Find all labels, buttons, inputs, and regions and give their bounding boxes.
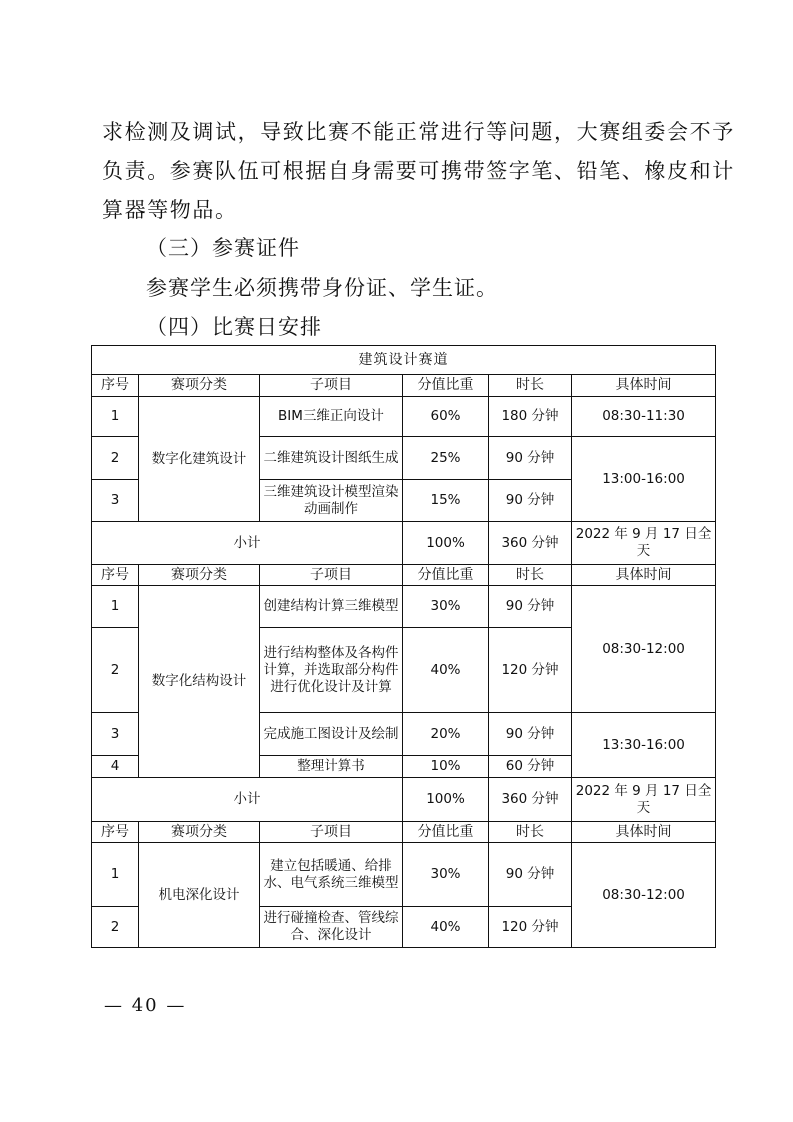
weight-cell: 25%	[403, 437, 489, 480]
paragraph-line: 参赛学生必须携带身份证、学生证。	[146, 276, 498, 300]
row-number: 3	[92, 713, 139, 756]
header-cell: 具体时间	[572, 822, 716, 843]
table-row	[92, 843, 716, 907]
item-cell: 三维建筑设计模型渲染动画制作	[260, 480, 403, 522]
table-row	[92, 586, 716, 628]
section-heading: （四）比赛日安排	[146, 315, 322, 339]
item-cell: 完成施工图设计及绘制	[260, 713, 403, 756]
header-cell: 子项目	[260, 565, 403, 586]
duration-cell: 360 分钟	[489, 522, 572, 565]
item-cell: 整理计算书	[260, 756, 403, 778]
paragraph-line: 算器等物品。	[102, 198, 238, 222]
header-cell: 时长	[489, 375, 572, 397]
item-cell: 进行碰撞检查、管线综合、深化设计	[260, 907, 403, 948]
time-cell: 13:00-16:00	[572, 437, 716, 522]
weight-cell: 30%	[403, 586, 489, 628]
weight-cell: 60%	[403, 397, 489, 437]
header-cell: 分值比重	[403, 565, 489, 586]
weight-cell: 40%	[403, 907, 489, 948]
weight-cell: 100%	[403, 522, 489, 565]
time-cell: 13:30-16:00	[572, 713, 716, 778]
weight-cell: 15%	[403, 480, 489, 522]
duration-cell: 60 分钟	[489, 756, 572, 778]
schedule-table	[91, 345, 716, 948]
duration-cell: 90 分钟	[489, 586, 572, 628]
row-number: 2	[92, 907, 139, 948]
header-cell: 分值比重	[403, 375, 489, 397]
time-cell: 08:30-12:00	[572, 843, 716, 948]
row-number: 1	[92, 397, 139, 437]
time-cell: 08:30-11:30	[572, 397, 716, 437]
category-cell: 机电深化设计	[139, 843, 260, 948]
header-cell: 具体时间	[572, 375, 716, 397]
item-cell: BIM三维正向设计	[260, 397, 403, 437]
subtotal-row	[92, 778, 716, 822]
table-row	[92, 397, 716, 437]
header-cell: 序号	[92, 565, 139, 586]
header-cell: 序号	[92, 375, 139, 397]
page-number: — 40 —	[104, 995, 187, 1016]
header-cell: 时长	[489, 565, 572, 586]
category-cell: 数字化建筑设计	[139, 397, 260, 522]
row-number: 1	[92, 843, 139, 907]
subtotal-label: 小计	[92, 778, 403, 822]
header-cell: 序号	[92, 822, 139, 843]
weight-cell: 100%	[403, 778, 489, 822]
row-number: 3	[92, 480, 139, 522]
header-cell: 具体时间	[572, 565, 716, 586]
section-heading: （三）参赛证件	[146, 236, 300, 260]
header-row	[92, 565, 716, 586]
item-cell: 创建结构计算三维模型	[260, 586, 403, 628]
subtotal-label: 小计	[92, 522, 403, 565]
header-row	[92, 822, 716, 843]
header-cell: 分值比重	[403, 822, 489, 843]
table-title: 建筑设计赛道	[92, 346, 716, 375]
header-cell: 赛项分类	[139, 565, 260, 586]
category-cell: 数字化结构设计	[139, 586, 260, 778]
weight-cell: 10%	[403, 756, 489, 778]
header-cell: 赛项分类	[139, 822, 260, 843]
date-cell: 2022 年 9 月 17 日全天	[572, 778, 716, 822]
item-cell: 建立包括暖通、给排水、电气系统三维模型	[260, 843, 403, 907]
item-cell: 二维建筑设计图纸生成	[260, 437, 403, 480]
row-number: 4	[92, 756, 139, 778]
weight-cell: 20%	[403, 713, 489, 756]
paragraph-line: 求检测及调试，导致比赛不能正常进行等问题，大赛组委会不予	[102, 120, 735, 144]
duration-cell: 90 分钟	[489, 437, 572, 480]
row-number: 2	[92, 628, 139, 713]
header-cell: 子项目	[260, 822, 403, 843]
item-cell: 进行结构整体及各构件计算，并选取部分构件进行优化设计及计算	[260, 628, 403, 713]
header-cell: 子项目	[260, 375, 403, 397]
time-cell: 08:30-12:00	[572, 586, 716, 713]
weight-cell: 40%	[403, 628, 489, 713]
duration-cell: 90 分钟	[489, 713, 572, 756]
duration-cell: 180 分钟	[489, 397, 572, 437]
header-cell: 时长	[489, 822, 572, 843]
duration-cell: 120 分钟	[489, 907, 572, 948]
subtotal-row	[92, 522, 716, 565]
header-row	[92, 375, 716, 397]
header-cell: 赛项分类	[139, 375, 260, 397]
duration-cell: 120 分钟	[489, 628, 572, 713]
row-number: 1	[92, 586, 139, 628]
weight-cell: 30%	[403, 843, 489, 907]
paragraph-line: 负责。参赛队伍可根据自身需要可携带签字笔、铅笔、橡皮和计	[102, 159, 735, 183]
duration-cell: 90 分钟	[489, 480, 572, 522]
row-number: 2	[92, 437, 139, 480]
date-cell: 2022 年 9 月 17 日全天	[572, 522, 716, 565]
duration-cell: 90 分钟	[489, 843, 572, 907]
duration-cell: 360 分钟	[489, 778, 572, 822]
